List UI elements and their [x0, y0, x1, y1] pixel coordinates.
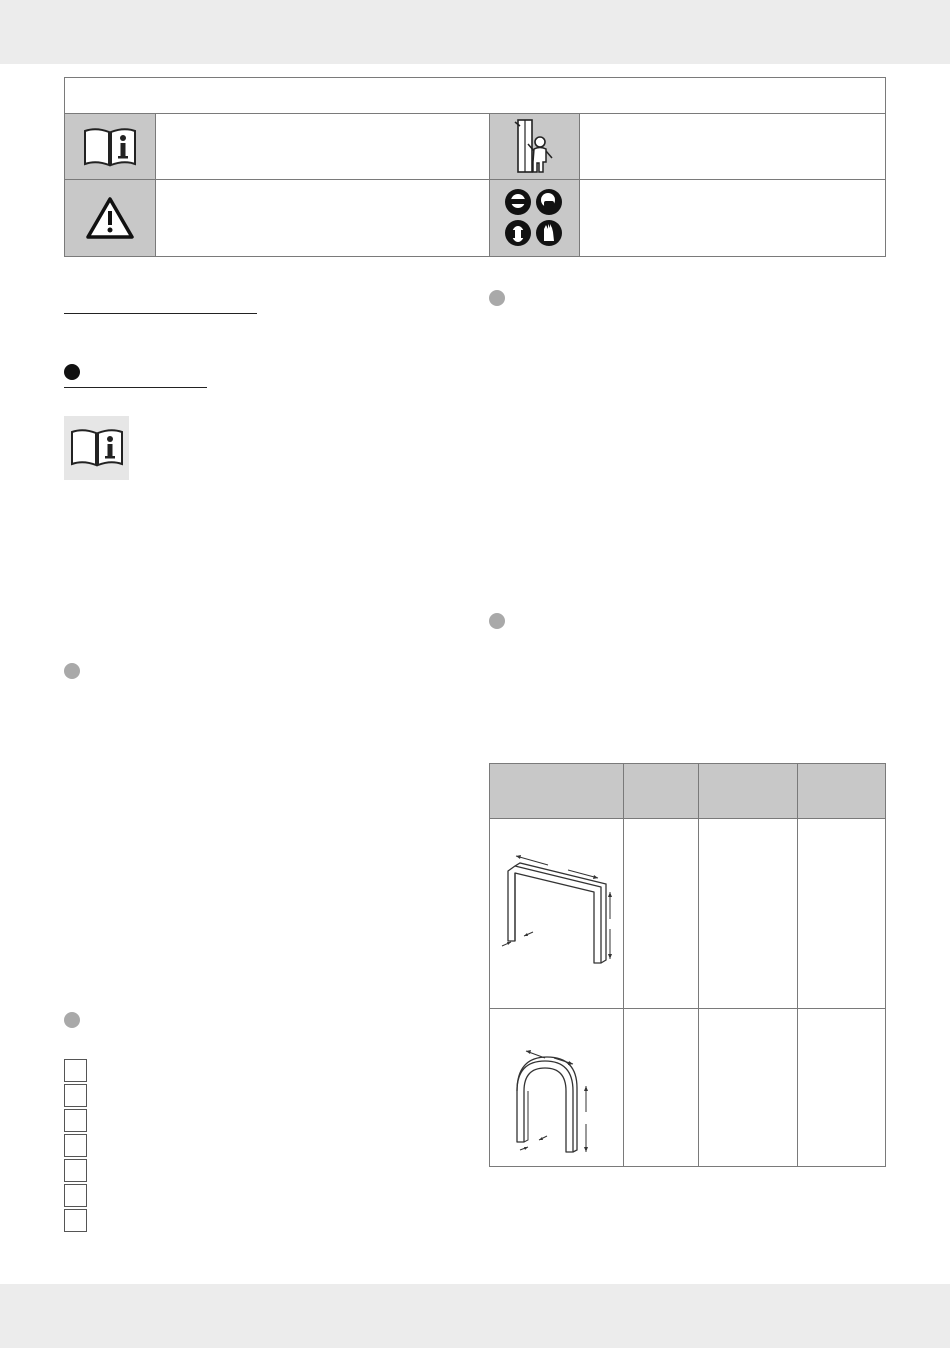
dust-mask-icon: [536, 189, 562, 215]
footer-band: [0, 1284, 950, 1348]
gloves-icon: [536, 220, 562, 246]
ear-protection-icon: [505, 220, 531, 246]
staple-table-header: [490, 764, 885, 819]
section-bullet-black: [64, 364, 80, 380]
part-number-box: [64, 1209, 87, 1232]
section-bullet-grey: [489, 613, 505, 629]
warning-triangle-icon: [85, 196, 135, 240]
read-instructions-icon: [82, 125, 138, 169]
part-number-box: [64, 1084, 87, 1107]
section-bullet-grey: [64, 1012, 80, 1028]
part-number-box: [64, 1134, 87, 1157]
round-staple-icon: [510, 1046, 610, 1156]
staple-types-table: [489, 763, 886, 1167]
flat-staple-icon: [498, 849, 618, 969]
read-instructions-icon: [69, 427, 125, 469]
legend-icon-cell: [489, 180, 579, 256]
legend-icon-cell: [489, 114, 579, 179]
legend-icon-cell: [65, 180, 155, 256]
part-number-box: [64, 1109, 87, 1132]
read-manual-box: [64, 416, 129, 480]
part-number-box: [64, 1159, 87, 1182]
section-underline: [64, 387, 207, 388]
legend-title-row: [65, 78, 885, 114]
part-number-box: [64, 1059, 87, 1082]
legend-icon-cell: [65, 114, 155, 179]
protective-equipment-icons: [504, 187, 564, 249]
keep-children-away-icon: [512, 118, 556, 176]
part-number-box: [64, 1184, 87, 1207]
section-bullet-grey: [489, 290, 505, 306]
eye-protection-icon: [505, 189, 531, 215]
header-band: [0, 0, 950, 64]
heading-underline: [64, 313, 257, 314]
symbol-legend-table: [64, 77, 886, 257]
section-bullet-grey: [64, 663, 80, 679]
